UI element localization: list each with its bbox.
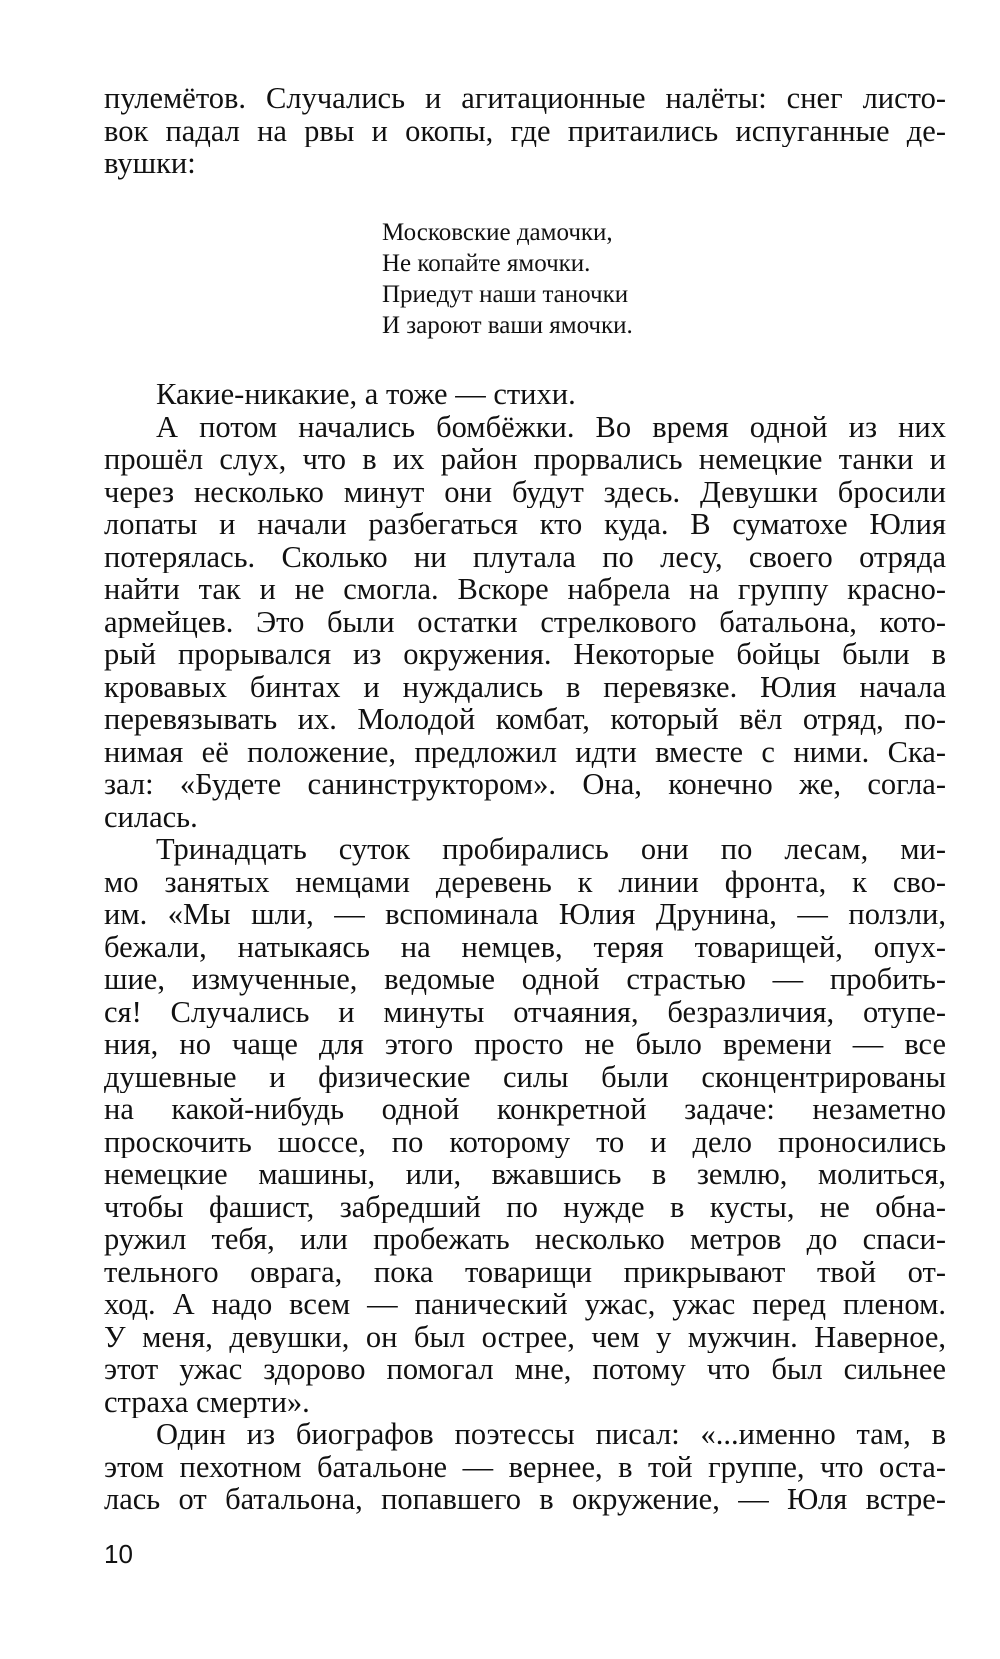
- text-line: силась.: [104, 800, 198, 833]
- intro-paragraph: [104, 82, 946, 180]
- text-line: рый прорывался из окружения. Некоторые бойцы были в: [104, 638, 946, 671]
- text-line: армейцев. Это были остатки стрелкового батальона, кото-: [104, 605, 946, 638]
- text-line: мо занятых немцами деревень к линии фронта, к сво-: [104, 865, 946, 898]
- verse-line: Московские дамочки,: [382, 219, 613, 246]
- verse-line: Приедут наши таночки: [382, 281, 629, 308]
- verse-line: Не копайте ямочки.: [382, 250, 591, 277]
- text-line: немецкие машины, или, вжавшись в землю, молиться,: [104, 1158, 946, 1191]
- text-line: лась от батальона, попавшего в окружение, — Юля встре-: [104, 1483, 946, 1516]
- text-line: на какой-нибудь одной конкретной задаче: незаметно: [104, 1093, 946, 1126]
- text-line: Какие-никакие, а тоже — стихи.: [156, 378, 576, 411]
- text-line: душевные и физические силы были сконцентрированы: [104, 1060, 946, 1093]
- text-line: через несколько минут они будут здесь. Девушки бросили: [104, 475, 946, 508]
- text-line: ружил тебя, или пробежать несколько метров до спаси-: [104, 1223, 946, 1256]
- text-line: Один из биографов поэтессы писал: «...именно там, в: [156, 1418, 946, 1451]
- text-line: этот ужас здорово помогал мне, потому что был сильнее: [104, 1353, 946, 1386]
- text-line: ход. А надо всем — панический ужас, ужас перед пленом.: [104, 1288, 946, 1321]
- text-line: проскочить шоссе, по которому то и дело проносились: [104, 1125, 946, 1158]
- text-line: У меня, девушки, он был острее, чем у мужчин. Наверное,: [104, 1320, 946, 1353]
- text-line: лопаты и начали разбегаться кто куда. В суматохе Юлия: [104, 508, 946, 541]
- text-line: кровавых бинтах и нуждались в перевязке. Юлия начала: [104, 670, 946, 703]
- text-line: ся! Случались и минуты отчаяния, безразличия, отупе-: [104, 995, 946, 1028]
- text-line: этом пехотном батальоне — вернее, в той группе, что оста-: [104, 1450, 946, 1483]
- text-line: бежали, натыкаясь на немцев, теряя товарищей, опух-: [104, 930, 946, 963]
- text-line: им. «Мы шли, — вспоминала Юлия Друнина, — ползли,: [104, 898, 946, 931]
- text-line: вок падал на рвы и окопы, где притаились испуганные де-: [104, 114, 946, 147]
- text-line: чтобы фашист, забредший по нужде в кусты, не обна-: [104, 1190, 946, 1223]
- verse-line: И зароют ваши ямочки.: [382, 312, 633, 339]
- verse-block: [382, 217, 802, 341]
- text-line: шие, измученные, ведомые одной страстью — пробить-: [104, 963, 946, 996]
- text-line: страха смерти».: [104, 1385, 310, 1418]
- main-text: [104, 378, 946, 1516]
- text-line: Тринадцать суток пробирались они по лесам, ми-: [156, 833, 946, 866]
- text-line: перевязывать их. Молодой комбат, который вёл отряд, по-: [104, 703, 946, 736]
- text-line: тельного оврага, пока товарищи прикрывают твой от-: [104, 1255, 946, 1288]
- text-line: потерялась. Сколько ни плутала по лесу, своего отряда: [104, 540, 946, 573]
- text-line: ния, но чаще для этого просто не было времени — все: [104, 1028, 946, 1061]
- page-number: 10: [104, 1539, 133, 1569]
- text-line: вушки:: [104, 147, 196, 180]
- text-line: пулемётов. Случались и агитационные налёты: снег листо-: [104, 82, 946, 115]
- text-line: прошёл слух, что в их район прорвались немецкие танки и: [104, 443, 946, 476]
- text-line: А потом начались бомбёжки. Во время одной из них: [156, 410, 946, 443]
- text-line: найти так и не смогла. Вскоре набрела на группу красно-: [104, 573, 946, 606]
- text-line: нимая её положение, предложил идти вместе с ними. Ска-: [104, 735, 946, 768]
- text-line: зал: «Будете санинструктором». Она, конечно же, согла-: [104, 768, 946, 801]
